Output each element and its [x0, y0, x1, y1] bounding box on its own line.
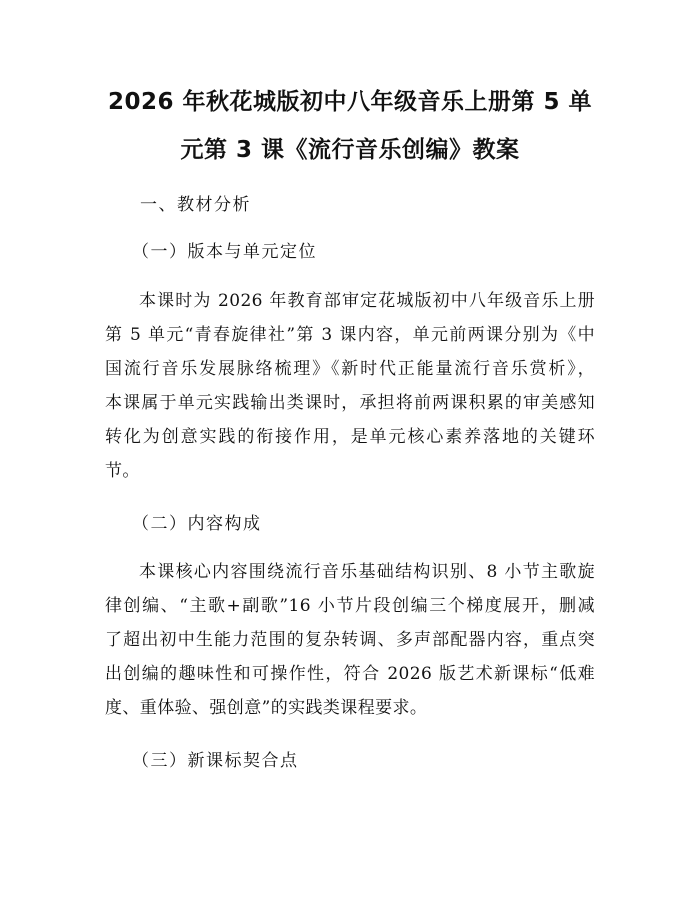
- paragraph-line: 律创编、“主歌+副歌”16 小节片段创编三个梯度展开，删减: [105, 596, 595, 616]
- document-title-line-1: 2026 年秋花城版初中八年级音乐上册第 5 单: [107, 89, 593, 115]
- paragraph-line: 转化为创意实践的衔接作用，是单元核心素养落地的关键环: [105, 427, 595, 447]
- paragraph-content-structure: [105, 555, 595, 725]
- paragraph-line: 本课核心内容围绕流行音乐基础结构识别、8 小节主歌旋: [139, 562, 595, 582]
- document-title-line-2: 元第 3 课《流行音乐创编》教案: [180, 137, 520, 163]
- paragraph-line: 第 5 单元“青春旋律社”第 3 课内容，单元前两课分别为《中: [105, 325, 595, 345]
- paragraph-line: 节。: [105, 461, 140, 481]
- paragraph-line: 本课属于单元实践输出类课时，承担将前两课积累的审美感知: [105, 393, 595, 413]
- paragraph-line: 出创编的趣味性和可操作性，符合 2026 版艺术新课标“低难: [105, 664, 595, 684]
- subsection-heading-content-structure: （二）内容构成: [132, 514, 262, 534]
- section-heading-textbook-analysis: 一、教材分析: [140, 195, 251, 215]
- paragraph-version-positioning: [105, 284, 595, 488]
- paragraph-line: 度、重体验、强创意”的实践类课程要求。: [105, 698, 428, 718]
- paragraph-line: 国流行音乐发展脉络梳理》《新时代正能量流行音乐赏析》，: [105, 359, 595, 379]
- paragraph-line: 本课时为 2026 年教育部审定花城版初中八年级音乐上册: [139, 291, 595, 311]
- subsection-heading-curriculum-alignment: （三）新课标契合点: [132, 751, 299, 771]
- subsection-heading-version-positioning: （一）版本与单元定位: [132, 242, 317, 262]
- paragraph-line: 了超出初中生能力范围的复杂转调、多声部配器内容，重点突: [105, 630, 595, 650]
